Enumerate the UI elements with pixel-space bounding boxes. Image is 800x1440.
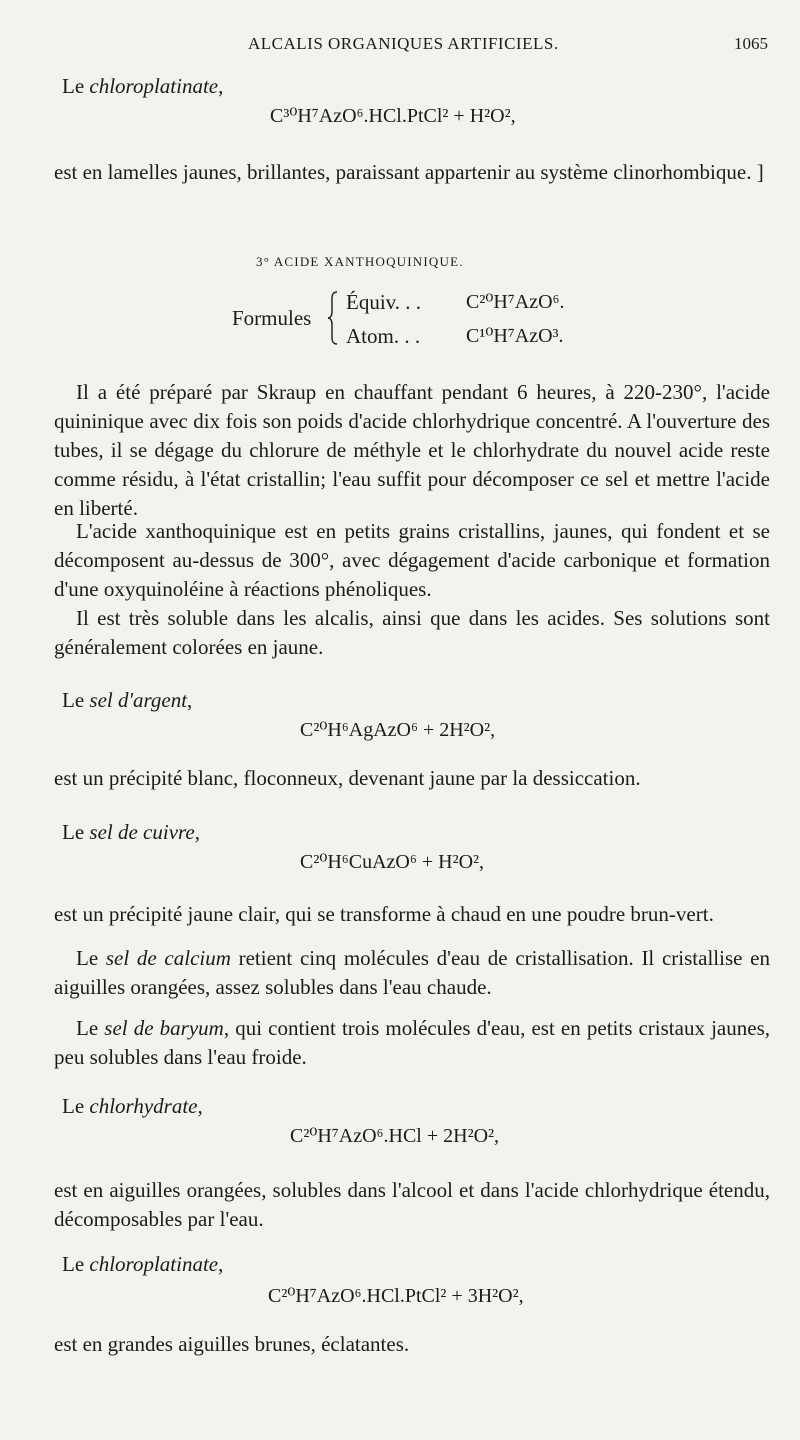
- term-sel-cuivre: sel de cuivre: [89, 820, 195, 844]
- cuivre-description: est un précipité jaune clair, qui se transforme à chaud en une poudre brun-vert.: [54, 902, 714, 926]
- paragraph-solubility: Il est très soluble dans les alcalis, ainsi que dans les acides. Ses solutions sont généralement colorées en jaune.: [54, 606, 770, 659]
- formula-chloroplatinate-2: C²⁰H⁷AzO⁶.HCl.PtCl² + 3H²O²,: [268, 1285, 524, 1307]
- argent-intro: Le sel d'argent,: [62, 688, 193, 712]
- paragraph-properties: L'acide xanthoquinique est en petits grains cristallins, jaunes, qui fondent et se décomposent au-dessus de 300°, avec dégagement d'acide carbonique et formation d'une oxyquinoléine à réactions phénoliques.: [54, 519, 770, 601]
- term-chloroplatinate: chloroplatinate: [89, 74, 219, 98]
- atom-formula: C¹⁰H⁷AzO³.: [466, 325, 564, 347]
- running-header: ALCALIS ORGANIQUES ARTIFICIELS.: [248, 34, 559, 53]
- formula-chlorhydrate: C²⁰H⁷AzO⁶.HCl + 2H²O²,: [290, 1125, 500, 1147]
- argent-description: est un précipité blanc, floconneux, devenant jaune par la dessiccation.: [54, 766, 641, 790]
- atom-label: Atom. . .: [346, 324, 421, 348]
- page-number: 1065: [734, 34, 768, 53]
- formules-label: Formules: [232, 306, 312, 330]
- chloroplatinate2-description: est en grandes aiguilles brunes, éclatantes.: [54, 1332, 410, 1356]
- term-chlorhydrate: chlorhydrate: [89, 1094, 198, 1118]
- curly-brace-icon: [327, 290, 339, 346]
- equiv-formula: C²⁰H⁷AzO⁶.: [466, 291, 565, 313]
- chloroplatinate-intro: Le chloroplatinate,: [62, 74, 224, 98]
- term-sel-baryum: sel de baryum: [104, 1016, 224, 1040]
- chlorhydrate-intro: Le chlorhydrate,: [62, 1094, 203, 1118]
- baryum-paragraph: Le sel de baryum, qui contient trois molécules d'eau, est en petits cristaux jaunes, peu solubles dans l'eau froide.: [54, 1016, 770, 1069]
- term-sel-calcium: sel de calcium: [105, 946, 231, 970]
- equiv-label: Équiv. . .: [346, 290, 422, 314]
- chloroplatinate2-intro: Le chloroplatinate,: [62, 1252, 224, 1276]
- formula-cuivre: C²⁰H⁶CuAzO⁶ + H²O²,: [300, 851, 485, 873]
- term-chloroplatinate-2: chloroplatinate: [89, 1252, 219, 1276]
- chlorhydrate-description: est en aiguilles orangées, solubles dans l'alcool et dans l'acide chlorhydrique étendu, décomposables par l'eau.: [54, 1178, 770, 1231]
- formula-argent: C²⁰H⁶AgAzO⁶ + 2H²O²,: [300, 719, 496, 741]
- formula-chloroplatinate: C³⁰H⁷AzO⁶.HCl.PtCl² + H²O²,: [270, 105, 516, 127]
- term-sel-argent: sel d'argent: [89, 688, 188, 712]
- chloroplatinate-description: est en lamelles jaunes, brillantes, paraissant appartenir au système clinorhombique. ]: [54, 160, 764, 184]
- cuivre-intro: Le sel de cuivre,: [62, 820, 200, 844]
- section-title: 3° ACIDE XANTHOQUINIQUE.: [256, 254, 464, 269]
- paragraph-preparation: Il a été préparé par Skraup en chauffant pendant 6 heures, à 220-230°, l'acide quininique avec dix fois son poids d'acide chlorhydrique concentré. A l'ouverture des tubes, il se dégage du chlorure de méthyle et le chlorhydrate du nouvel acide reste comme résidu, à l'état cristallin; l'eau suffit pour décomposer ce sel et mettre l'acide en liberté.: [54, 380, 770, 520]
- calcium-paragraph: Le sel de calcium retient cinq molécules d'eau de cristallisation. Il cristallise en aiguilles orangées, assez solubles dans l'eau chaude.: [54, 946, 770, 999]
